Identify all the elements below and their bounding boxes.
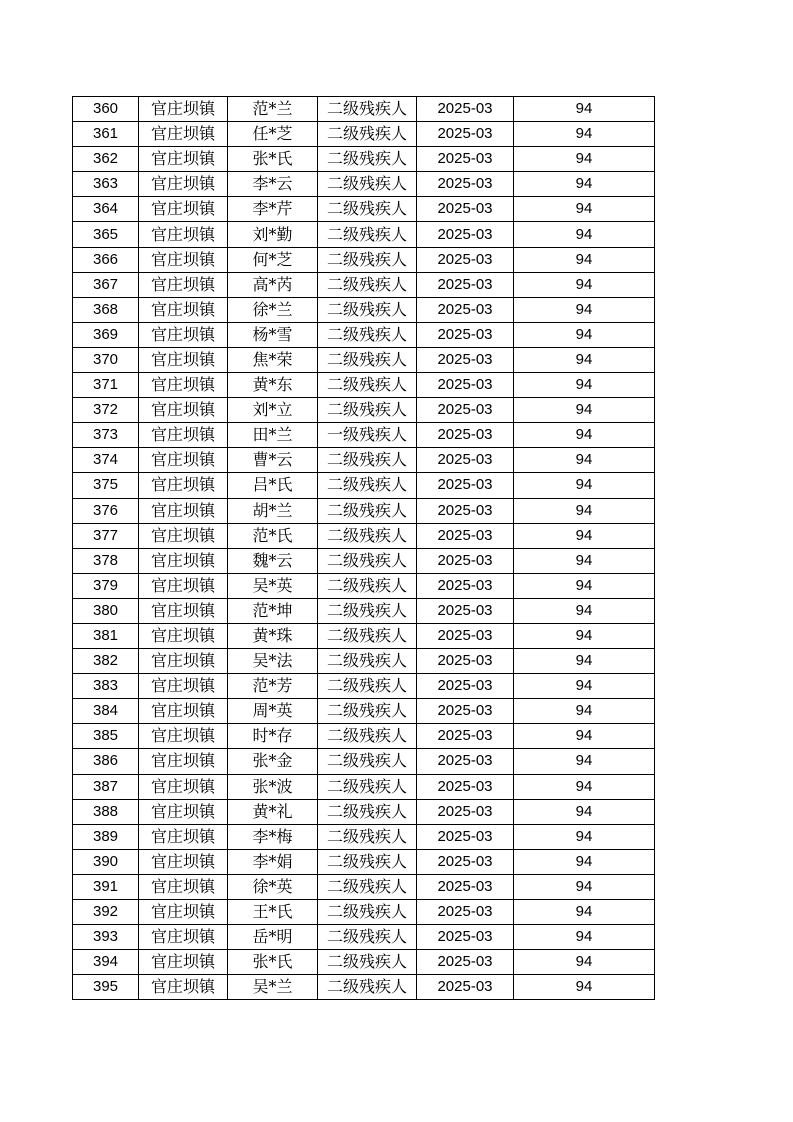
amount-cell: 94 bbox=[514, 222, 655, 247]
period-cell: 2025-03 bbox=[417, 272, 514, 297]
row-number-cell: 393 bbox=[73, 925, 139, 950]
period-cell: 2025-03 bbox=[417, 649, 514, 674]
town-cell: 官庄坝镇 bbox=[139, 297, 228, 322]
disability-level-cell: 二级残疾人 bbox=[318, 623, 417, 648]
disability-level-cell: 二级残疾人 bbox=[318, 548, 417, 573]
table-row bbox=[73, 498, 655, 523]
name-cell: 时*存 bbox=[228, 724, 318, 749]
name-cell: 范*坤 bbox=[228, 598, 318, 623]
table-row bbox=[73, 172, 655, 197]
town-cell: 官庄坝镇 bbox=[139, 824, 228, 849]
period-cell: 2025-03 bbox=[417, 222, 514, 247]
row-number-cell: 367 bbox=[73, 272, 139, 297]
period-cell: 2025-03 bbox=[417, 373, 514, 398]
amount-cell: 94 bbox=[514, 448, 655, 473]
row-number-cell: 385 bbox=[73, 724, 139, 749]
period-cell: 2025-03 bbox=[417, 724, 514, 749]
table-row bbox=[73, 523, 655, 548]
disability-level-cell: 二级残疾人 bbox=[318, 950, 417, 975]
name-cell: 王*氏 bbox=[228, 900, 318, 925]
name-cell: 张*金 bbox=[228, 749, 318, 774]
row-number-cell: 383 bbox=[73, 674, 139, 699]
table-row bbox=[73, 975, 655, 1000]
row-number-cell: 392 bbox=[73, 900, 139, 925]
name-cell: 胡*兰 bbox=[228, 498, 318, 523]
name-cell: 李*芹 bbox=[228, 197, 318, 222]
name-cell: 徐*兰 bbox=[228, 297, 318, 322]
name-cell: 黄*珠 bbox=[228, 623, 318, 648]
period-cell: 2025-03 bbox=[417, 573, 514, 598]
table-row bbox=[73, 473, 655, 498]
row-number-cell: 371 bbox=[73, 373, 139, 398]
table-row bbox=[73, 373, 655, 398]
amount-cell: 94 bbox=[514, 623, 655, 648]
table-row bbox=[73, 950, 655, 975]
row-number-cell: 373 bbox=[73, 423, 139, 448]
amount-cell: 94 bbox=[514, 774, 655, 799]
disability-level-cell: 二级残疾人 bbox=[318, 598, 417, 623]
row-number-cell: 360 bbox=[73, 97, 139, 122]
disability-level-cell: 二级残疾人 bbox=[318, 849, 417, 874]
name-cell: 范*芳 bbox=[228, 674, 318, 699]
disability-level-cell: 二级残疾人 bbox=[318, 347, 417, 372]
name-cell: 曹*云 bbox=[228, 448, 318, 473]
table-row bbox=[73, 448, 655, 473]
row-number-cell: 368 bbox=[73, 297, 139, 322]
amount-cell: 94 bbox=[514, 674, 655, 699]
period-cell: 2025-03 bbox=[417, 322, 514, 347]
amount-cell: 94 bbox=[514, 398, 655, 423]
town-cell: 官庄坝镇 bbox=[139, 498, 228, 523]
row-number-cell: 372 bbox=[73, 398, 139, 423]
name-cell: 吴*法 bbox=[228, 649, 318, 674]
disability-level-cell: 二级残疾人 bbox=[318, 900, 417, 925]
period-cell: 2025-03 bbox=[417, 849, 514, 874]
row-number-cell: 362 bbox=[73, 147, 139, 172]
amount-cell: 94 bbox=[514, 849, 655, 874]
table-row bbox=[73, 573, 655, 598]
town-cell: 官庄坝镇 bbox=[139, 573, 228, 598]
table-row bbox=[73, 322, 655, 347]
disability-level-cell: 二级残疾人 bbox=[318, 322, 417, 347]
name-cell: 吴*英 bbox=[228, 573, 318, 598]
amount-cell: 94 bbox=[514, 573, 655, 598]
town-cell: 官庄坝镇 bbox=[139, 874, 228, 899]
row-number-cell: 386 bbox=[73, 749, 139, 774]
row-number-cell: 365 bbox=[73, 222, 139, 247]
name-cell: 焦*荣 bbox=[228, 347, 318, 372]
row-number-cell: 379 bbox=[73, 573, 139, 598]
amount-cell: 94 bbox=[514, 122, 655, 147]
amount-cell: 94 bbox=[514, 799, 655, 824]
name-cell: 高*芮 bbox=[228, 272, 318, 297]
period-cell: 2025-03 bbox=[417, 122, 514, 147]
disability-level-cell: 二级残疾人 bbox=[318, 874, 417, 899]
name-cell: 刘*立 bbox=[228, 398, 318, 423]
town-cell: 官庄坝镇 bbox=[139, 373, 228, 398]
town-cell: 官庄坝镇 bbox=[139, 774, 228, 799]
table-row bbox=[73, 122, 655, 147]
table-row bbox=[73, 900, 655, 925]
period-cell: 2025-03 bbox=[417, 548, 514, 573]
town-cell: 官庄坝镇 bbox=[139, 724, 228, 749]
disability-level-cell: 二级残疾人 bbox=[318, 749, 417, 774]
table-body bbox=[73, 97, 655, 1000]
town-cell: 官庄坝镇 bbox=[139, 122, 228, 147]
amount-cell: 94 bbox=[514, 598, 655, 623]
table-row bbox=[73, 849, 655, 874]
table-row bbox=[73, 874, 655, 899]
amount-cell: 94 bbox=[514, 147, 655, 172]
disability-level-cell: 二级残疾人 bbox=[318, 975, 417, 1000]
row-number-cell: 374 bbox=[73, 448, 139, 473]
town-cell: 官庄坝镇 bbox=[139, 147, 228, 172]
disability-level-cell: 二级残疾人 bbox=[318, 498, 417, 523]
disability-level-cell: 二级残疾人 bbox=[318, 724, 417, 749]
row-number-cell: 376 bbox=[73, 498, 139, 523]
table-row bbox=[73, 799, 655, 824]
name-cell: 张*氏 bbox=[228, 950, 318, 975]
table-row bbox=[73, 423, 655, 448]
period-cell: 2025-03 bbox=[417, 498, 514, 523]
row-number-cell: 364 bbox=[73, 197, 139, 222]
town-cell: 官庄坝镇 bbox=[139, 799, 228, 824]
period-cell: 2025-03 bbox=[417, 950, 514, 975]
amount-cell: 94 bbox=[514, 874, 655, 899]
table-row bbox=[73, 925, 655, 950]
table-row bbox=[73, 222, 655, 247]
disability-level-cell: 二级残疾人 bbox=[318, 824, 417, 849]
row-number-cell: 395 bbox=[73, 975, 139, 1000]
period-cell: 2025-03 bbox=[417, 297, 514, 322]
town-cell: 官庄坝镇 bbox=[139, 849, 228, 874]
disability-level-cell: 二级残疾人 bbox=[318, 297, 417, 322]
name-cell: 范*兰 bbox=[228, 97, 318, 122]
amount-cell: 94 bbox=[514, 297, 655, 322]
name-cell: 李*梅 bbox=[228, 824, 318, 849]
row-number-cell: 366 bbox=[73, 247, 139, 272]
disability-level-cell: 二级残疾人 bbox=[318, 674, 417, 699]
name-cell: 吴*兰 bbox=[228, 975, 318, 1000]
town-cell: 官庄坝镇 bbox=[139, 674, 228, 699]
amount-cell: 94 bbox=[514, 649, 655, 674]
amount-cell: 94 bbox=[514, 699, 655, 724]
period-cell: 2025-03 bbox=[417, 473, 514, 498]
row-number-cell: 389 bbox=[73, 824, 139, 849]
subsidy-table bbox=[72, 96, 655, 1000]
name-cell: 何*芝 bbox=[228, 247, 318, 272]
amount-cell: 94 bbox=[514, 498, 655, 523]
name-cell: 田*兰 bbox=[228, 423, 318, 448]
disability-level-cell: 二级残疾人 bbox=[318, 272, 417, 297]
amount-cell: 94 bbox=[514, 950, 655, 975]
table-row bbox=[73, 247, 655, 272]
table-row bbox=[73, 548, 655, 573]
town-cell: 官庄坝镇 bbox=[139, 448, 228, 473]
row-number-cell: 388 bbox=[73, 799, 139, 824]
period-cell: 2025-03 bbox=[417, 874, 514, 899]
table-row bbox=[73, 699, 655, 724]
name-cell: 刘*勤 bbox=[228, 222, 318, 247]
town-cell: 官庄坝镇 bbox=[139, 347, 228, 372]
period-cell: 2025-03 bbox=[417, 97, 514, 122]
town-cell: 官庄坝镇 bbox=[139, 272, 228, 297]
period-cell: 2025-03 bbox=[417, 799, 514, 824]
town-cell: 官庄坝镇 bbox=[139, 322, 228, 347]
table-row bbox=[73, 649, 655, 674]
amount-cell: 94 bbox=[514, 373, 655, 398]
amount-cell: 94 bbox=[514, 347, 655, 372]
table-row bbox=[73, 824, 655, 849]
amount-cell: 94 bbox=[514, 197, 655, 222]
disability-level-cell: 一级残疾人 bbox=[318, 423, 417, 448]
disability-level-cell: 二级残疾人 bbox=[318, 649, 417, 674]
town-cell: 官庄坝镇 bbox=[139, 398, 228, 423]
town-cell: 官庄坝镇 bbox=[139, 247, 228, 272]
period-cell: 2025-03 bbox=[417, 598, 514, 623]
period-cell: 2025-03 bbox=[417, 749, 514, 774]
period-cell: 2025-03 bbox=[417, 674, 514, 699]
town-cell: 官庄坝镇 bbox=[139, 749, 228, 774]
disability-level-cell: 二级残疾人 bbox=[318, 172, 417, 197]
period-cell: 2025-03 bbox=[417, 925, 514, 950]
name-cell: 岳*明 bbox=[228, 925, 318, 950]
town-cell: 官庄坝镇 bbox=[139, 699, 228, 724]
period-cell: 2025-03 bbox=[417, 347, 514, 372]
row-number-cell: 384 bbox=[73, 699, 139, 724]
period-cell: 2025-03 bbox=[417, 523, 514, 548]
amount-cell: 94 bbox=[514, 172, 655, 197]
name-cell: 周*英 bbox=[228, 699, 318, 724]
row-number-cell: 378 bbox=[73, 548, 139, 573]
town-cell: 官庄坝镇 bbox=[139, 925, 228, 950]
period-cell: 2025-03 bbox=[417, 247, 514, 272]
town-cell: 官庄坝镇 bbox=[139, 523, 228, 548]
name-cell: 张*波 bbox=[228, 774, 318, 799]
amount-cell: 94 bbox=[514, 548, 655, 573]
table-row bbox=[73, 272, 655, 297]
table-row bbox=[73, 398, 655, 423]
table-row bbox=[73, 623, 655, 648]
disability-level-cell: 二级残疾人 bbox=[318, 247, 417, 272]
name-cell: 范*氏 bbox=[228, 523, 318, 548]
row-number-cell: 363 bbox=[73, 172, 139, 197]
town-cell: 官庄坝镇 bbox=[139, 900, 228, 925]
period-cell: 2025-03 bbox=[417, 975, 514, 1000]
town-cell: 官庄坝镇 bbox=[139, 473, 228, 498]
town-cell: 官庄坝镇 bbox=[139, 423, 228, 448]
row-number-cell: 391 bbox=[73, 874, 139, 899]
disability-level-cell: 二级残疾人 bbox=[318, 799, 417, 824]
period-cell: 2025-03 bbox=[417, 197, 514, 222]
name-cell: 李*云 bbox=[228, 172, 318, 197]
amount-cell: 94 bbox=[514, 749, 655, 774]
amount-cell: 94 bbox=[514, 724, 655, 749]
row-number-cell: 382 bbox=[73, 649, 139, 674]
row-number-cell: 381 bbox=[73, 623, 139, 648]
town-cell: 官庄坝镇 bbox=[139, 649, 228, 674]
disability-level-cell: 二级残疾人 bbox=[318, 573, 417, 598]
disability-level-cell: 二级残疾人 bbox=[318, 97, 417, 122]
town-cell: 官庄坝镇 bbox=[139, 222, 228, 247]
period-cell: 2025-03 bbox=[417, 398, 514, 423]
period-cell: 2025-03 bbox=[417, 699, 514, 724]
disability-level-cell: 二级残疾人 bbox=[318, 197, 417, 222]
name-cell: 吕*氏 bbox=[228, 473, 318, 498]
row-number-cell: 390 bbox=[73, 849, 139, 874]
row-number-cell: 375 bbox=[73, 473, 139, 498]
period-cell: 2025-03 bbox=[417, 623, 514, 648]
amount-cell: 94 bbox=[514, 975, 655, 1000]
row-number-cell: 380 bbox=[73, 598, 139, 623]
row-number-cell: 394 bbox=[73, 950, 139, 975]
table-row bbox=[73, 147, 655, 172]
row-number-cell: 370 bbox=[73, 347, 139, 372]
name-cell: 徐*英 bbox=[228, 874, 318, 899]
period-cell: 2025-03 bbox=[417, 900, 514, 925]
name-cell: 黄*东 bbox=[228, 373, 318, 398]
amount-cell: 94 bbox=[514, 423, 655, 448]
amount-cell: 94 bbox=[514, 925, 655, 950]
disability-level-cell: 二级残疾人 bbox=[318, 699, 417, 724]
row-number-cell: 369 bbox=[73, 322, 139, 347]
period-cell: 2025-03 bbox=[417, 824, 514, 849]
name-cell: 李*娟 bbox=[228, 849, 318, 874]
table-row bbox=[73, 749, 655, 774]
town-cell: 官庄坝镇 bbox=[139, 97, 228, 122]
amount-cell: 94 bbox=[514, 322, 655, 347]
period-cell: 2025-03 bbox=[417, 172, 514, 197]
name-cell: 张*氏 bbox=[228, 147, 318, 172]
table-row bbox=[73, 674, 655, 699]
disability-level-cell: 二级残疾人 bbox=[318, 523, 417, 548]
disability-level-cell: 二级残疾人 bbox=[318, 147, 417, 172]
amount-cell: 94 bbox=[514, 247, 655, 272]
period-cell: 2025-03 bbox=[417, 774, 514, 799]
row-number-cell: 377 bbox=[73, 523, 139, 548]
amount-cell: 94 bbox=[514, 900, 655, 925]
disability-level-cell: 二级残疾人 bbox=[318, 774, 417, 799]
table-row bbox=[73, 197, 655, 222]
town-cell: 官庄坝镇 bbox=[139, 598, 228, 623]
amount-cell: 94 bbox=[514, 523, 655, 548]
town-cell: 官庄坝镇 bbox=[139, 548, 228, 573]
table-row bbox=[73, 774, 655, 799]
disability-level-cell: 二级残疾人 bbox=[318, 448, 417, 473]
town-cell: 官庄坝镇 bbox=[139, 975, 228, 1000]
town-cell: 官庄坝镇 bbox=[139, 197, 228, 222]
table-row bbox=[73, 97, 655, 122]
table-row bbox=[73, 724, 655, 749]
disability-level-cell: 二级残疾人 bbox=[318, 122, 417, 147]
row-number-cell: 387 bbox=[73, 774, 139, 799]
amount-cell: 94 bbox=[514, 473, 655, 498]
town-cell: 官庄坝镇 bbox=[139, 623, 228, 648]
name-cell: 黄*礼 bbox=[228, 799, 318, 824]
amount-cell: 94 bbox=[514, 97, 655, 122]
town-cell: 官庄坝镇 bbox=[139, 950, 228, 975]
disability-level-cell: 二级残疾人 bbox=[318, 222, 417, 247]
period-cell: 2025-03 bbox=[417, 423, 514, 448]
row-number-cell: 361 bbox=[73, 122, 139, 147]
disability-level-cell: 二级残疾人 bbox=[318, 925, 417, 950]
table-row bbox=[73, 297, 655, 322]
disability-level-cell: 二级残疾人 bbox=[318, 373, 417, 398]
disability-level-cell: 二级残疾人 bbox=[318, 398, 417, 423]
period-cell: 2025-03 bbox=[417, 147, 514, 172]
table-row bbox=[73, 347, 655, 372]
period-cell: 2025-03 bbox=[417, 448, 514, 473]
name-cell: 任*芝 bbox=[228, 122, 318, 147]
town-cell: 官庄坝镇 bbox=[139, 172, 228, 197]
disability-level-cell: 二级残疾人 bbox=[318, 473, 417, 498]
amount-cell: 94 bbox=[514, 272, 655, 297]
table-row bbox=[73, 598, 655, 623]
amount-cell: 94 bbox=[514, 824, 655, 849]
name-cell: 魏*云 bbox=[228, 548, 318, 573]
name-cell: 杨*雪 bbox=[228, 322, 318, 347]
